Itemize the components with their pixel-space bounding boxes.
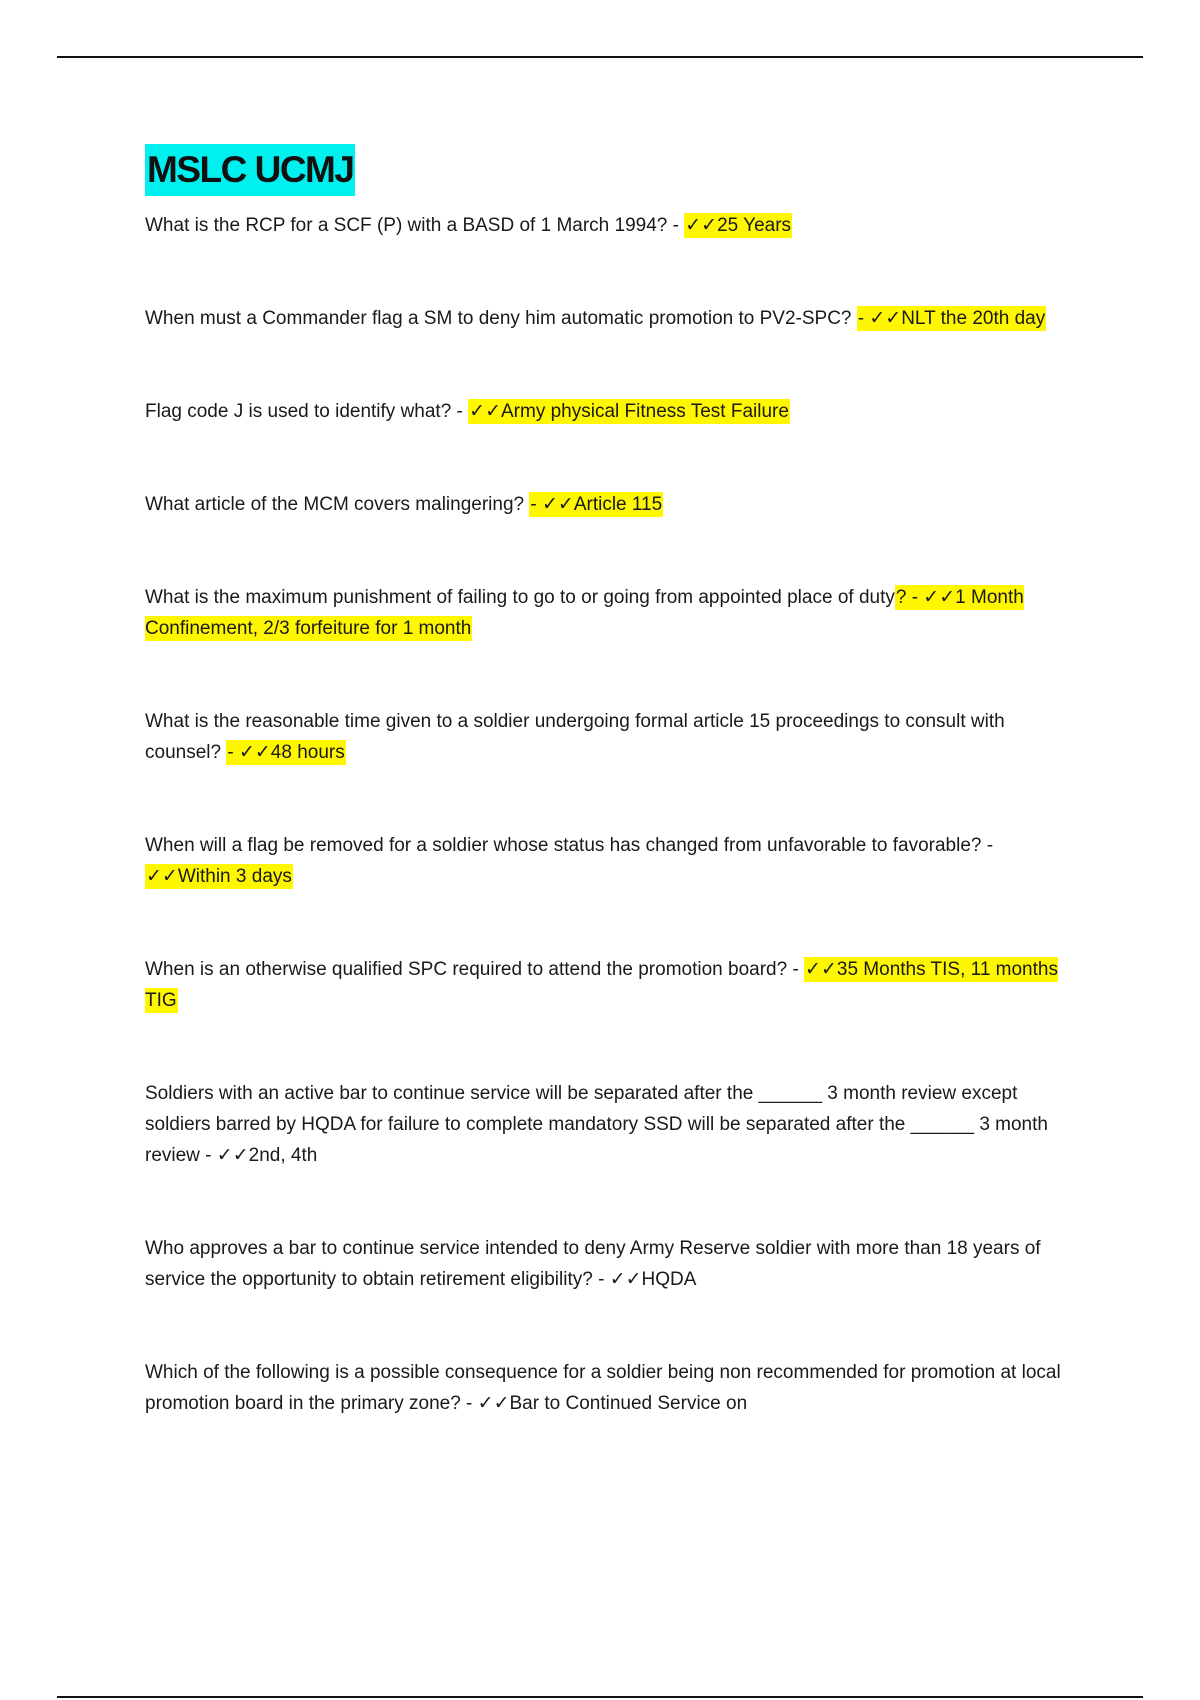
answer-text: - ✓✓48 hours	[227, 742, 345, 763]
qa-item	[145, 1233, 1065, 1295]
qa-item	[145, 396, 1065, 427]
document-body	[145, 144, 1065, 1419]
question-text: What article of the MCM covers malingering?	[145, 494, 530, 515]
question-text: Flag code J is used to identify what? -	[145, 401, 469, 422]
question-text: Who approves a bar to continue service intended to deny Army Reserve soldier with more than 18 years of service the opportunity to obtain retirement eligibility? -	[145, 1238, 1041, 1290]
page-top-rule	[57, 56, 1143, 58]
answer-text: ✓✓HQDA	[609, 1269, 697, 1290]
qa-item	[145, 1357, 1065, 1419]
question-text: What is the RCP for a SCF (P) with a BASD of 1 March 1994? -	[145, 215, 685, 236]
question-text: When is an otherwise qualified SPC required to attend the promotion board? -	[145, 959, 805, 980]
answer-text: ✓✓2nd, 4th	[216, 1145, 318, 1166]
answer-text: ✓✓35 Months TIS, 11 months TIG	[145, 959, 1058, 1011]
qa-item	[145, 706, 1065, 768]
question-text: Soldiers with an active bar to continue service will be separated after the ______ 3 month review except soldiers barred by HQDA for failure to complete mandatory SSD will be separated after the ______ 3 month review -	[145, 1083, 1048, 1166]
qa-item	[145, 830, 1065, 892]
qa-item	[145, 582, 1065, 644]
answer-text: - ✓✓Article 115	[530, 494, 663, 515]
answer-text: ? - ✓✓1 Month Confinement, 2/3 forfeiture for 1 month	[145, 587, 1024, 639]
question-text: What is the maximum punishment of failing to go to or going from appointed place of duty	[145, 587, 895, 608]
question-text: When will a flag be removed for a soldier whose status has changed from unfavorable to favorable? -	[145, 835, 994, 856]
answer-text: - ✓✓NLT the 20th day	[857, 308, 1046, 329]
question-text: When must a Commander flag a SM to deny him automatic promotion to PV2-SPC?	[145, 308, 857, 329]
qa-item	[145, 1078, 1065, 1171]
page-bottom-rule	[57, 1696, 1143, 1698]
answer-text: ✓✓Within 3 days	[146, 866, 292, 887]
qa-item	[145, 303, 1065, 334]
answer-text: ✓✓Bar to Continued Service on	[477, 1393, 748, 1414]
qa-item	[145, 210, 1065, 241]
qa-item	[145, 954, 1065, 1016]
document-title: MSLC UCMJ	[145, 144, 355, 196]
question-text: What is the reasonable time given to a soldier undergoing formal article 15 proceedings to consult with counsel?	[145, 711, 1005, 763]
qa-item	[145, 489, 1065, 520]
question-text: Which of the following is a possible consequence for a soldier being non recommended for promotion at local promotion board in the primary zone? -	[145, 1362, 1061, 1414]
answer-text: ✓✓Army physical Fitness Test Failure	[469, 401, 789, 422]
answer-text: ✓✓25 Years	[685, 215, 792, 236]
